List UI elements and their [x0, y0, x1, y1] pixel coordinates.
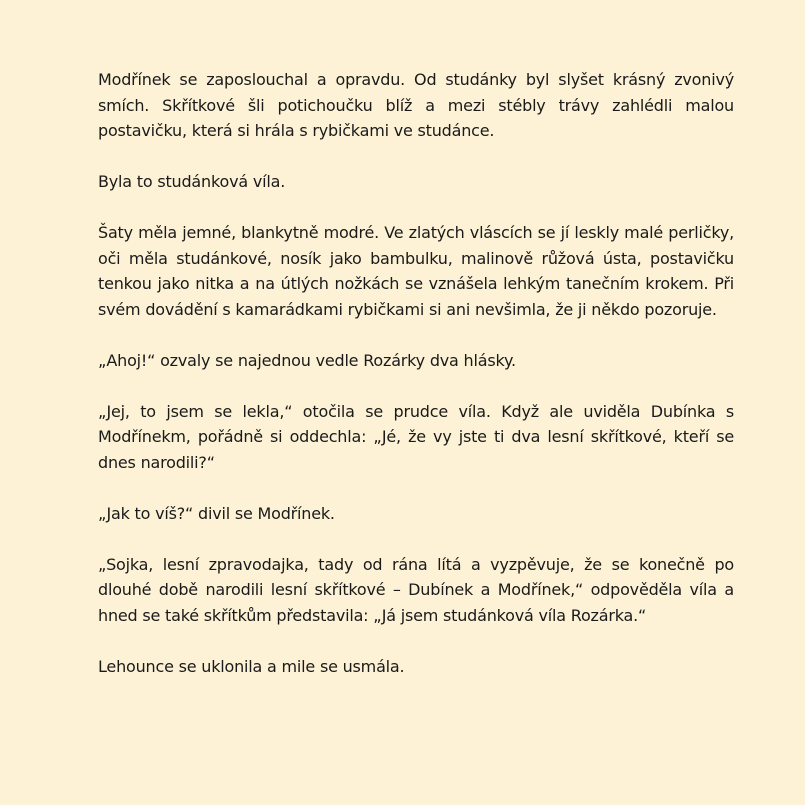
- paragraph: „Jak to víš?“ divil se Modřínek.: [98, 503, 335, 523]
- story-page: [98, 67, 734, 705]
- paragraph: Lehounce se uklonila a mile se usmála.: [98, 656, 405, 676]
- paragraph: „Jej, to jsem se lekla,“ otočila se prudce víla. Když ale uviděla Dubínka s Modřínekm, pořádně si oddechla: „Jé, že vy jste ti dva lesní skřítkové, kteří se dnes narodili?“: [98, 401, 734, 472]
- paragraph: „Sojka, lesní zpravodajka, tady od rána lítá a vyzpěvuje, že se konečně po dlouhé době narodili lesní skřítkové – Dubínek a Modřínek,“ odpověděla víla a hned se také skřítkům představila: „Já jsem studánková víla Rozárka.“: [98, 554, 734, 625]
- paragraph: „Ahoj!“ ozvaly se najednou vedle Rozárky dva hlásky.: [98, 350, 516, 370]
- paragraph: Šaty měla jemné, blankytně modré. Ve zlatých vláscích se jí leskly malé perličky, oči měla studánkové, nosík jako bambulku, malinově růžová ústa, postavičku tenkou jako nitka a na útlých nožkách se vznášela lehkým tanečním krokem. Při svém dovádění s kamarádkami rybičkami si ani nevšimla, že ji někdo pozoruje.: [98, 223, 734, 319]
- paragraph: Byla to studánková víla.: [98, 172, 286, 191]
- paragraph: Modřínek se zaposlouchal a opravdu. Od studánky byl slyšet krásný zvonivý smích. Skřítkové šli potichoučku blíž a mezi stébly trávy zahlédli malou postavičku, která si hrála s rybičkami ve studánce.: [98, 70, 734, 140]
